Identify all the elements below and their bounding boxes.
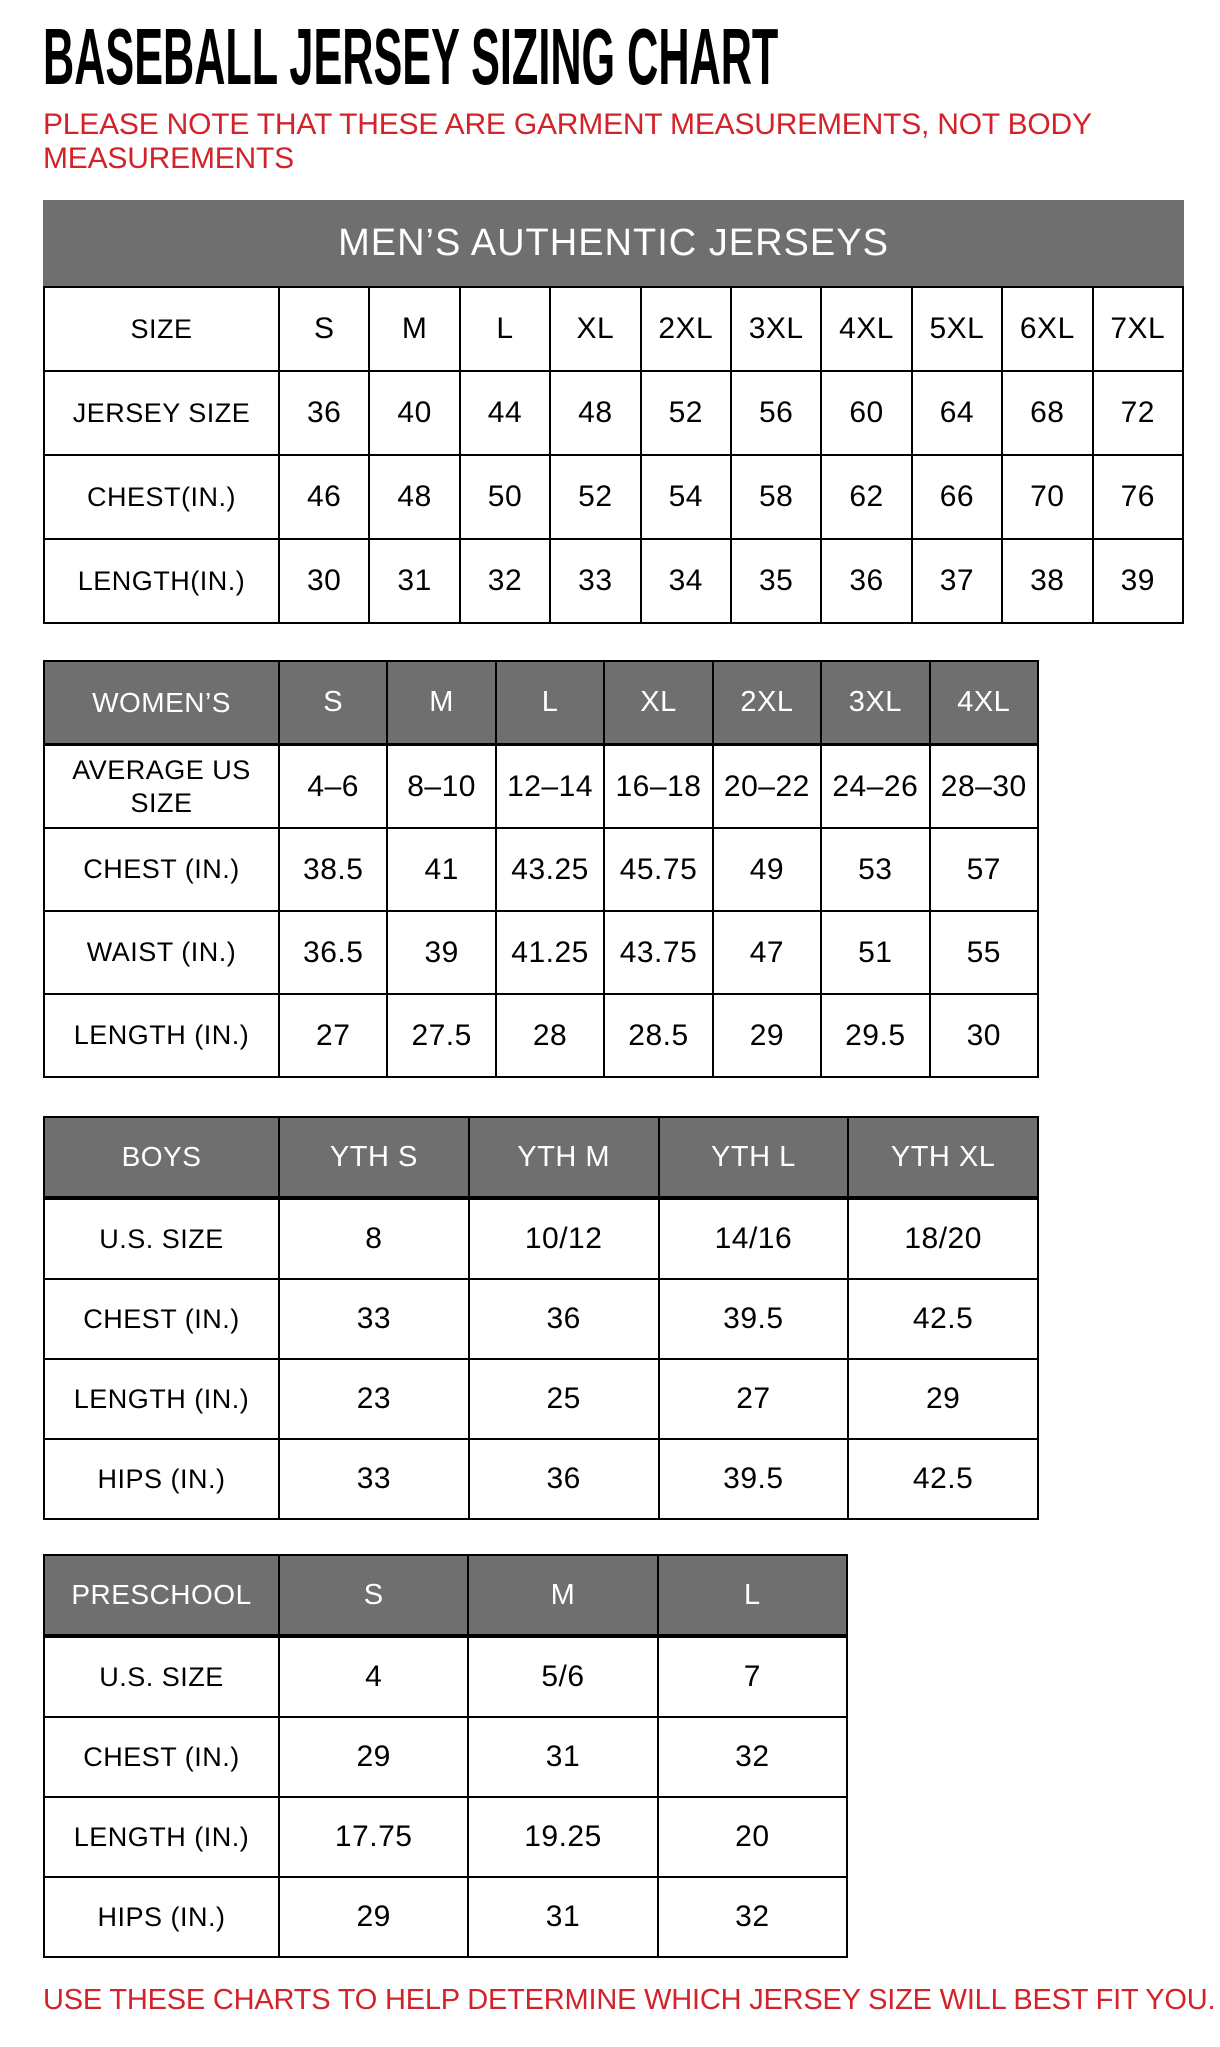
- table-cell: 25: [469, 1359, 659, 1439]
- table-cell: 36: [469, 1439, 659, 1519]
- table-cell: 4–6: [279, 745, 387, 829]
- table-cell: 39.5: [659, 1439, 849, 1519]
- table-cell: 57: [930, 828, 1038, 911]
- table-cell: 31: [468, 1717, 657, 1797]
- mens-table-body: [44, 287, 1183, 623]
- boys-table-body: [44, 1117, 1038, 1519]
- table-cell: 40: [369, 371, 459, 455]
- row-label: SIZE: [44, 287, 279, 371]
- table-cell: 38: [1002, 539, 1092, 623]
- table-cell: 8: [279, 1198, 469, 1279]
- table-cell: 70: [1002, 455, 1092, 539]
- table-cell: 17.75: [279, 1797, 468, 1877]
- table-cell: 54: [641, 455, 731, 539]
- table-row-us-size: [44, 1198, 1038, 1279]
- table-cell: 4XL: [821, 287, 911, 371]
- table-cell: 3XL: [731, 287, 821, 371]
- column-header: YTH M: [469, 1117, 659, 1198]
- column-header: L: [658, 1555, 847, 1636]
- table-cell: L: [460, 287, 550, 371]
- mens-banner: MEN’S AUTHENTIC JERSEYS: [43, 200, 1184, 286]
- table-row-size: [44, 287, 1183, 371]
- boys-section: [43, 1116, 1190, 1520]
- row-label: JERSEY SIZE: [44, 371, 279, 455]
- table-cell: 29: [713, 994, 821, 1077]
- row-label: CHEST (IN.): [44, 828, 279, 911]
- table-cell: 20–22: [713, 745, 821, 829]
- row-label: AVERAGE US SIZE: [44, 745, 279, 829]
- table-row-length: [44, 1797, 847, 1877]
- table-cell: 37: [912, 539, 1002, 623]
- table-cell: 29: [279, 1717, 468, 1797]
- table-cell: 49: [713, 828, 821, 911]
- table-cell: 39.5: [659, 1279, 849, 1359]
- garment-measurements-note: PLEASE NOTE THAT THESE ARE GARMENT MEASUREMENTS, NOT BODY MEASUREMENTS: [43, 108, 1092, 175]
- boys-table: [43, 1116, 1039, 1520]
- table-title-cell: WOMEN’S: [44, 661, 279, 745]
- table-cell: 39: [387, 911, 495, 994]
- table-cell: 6XL: [1002, 287, 1092, 371]
- table-cell: 36: [279, 371, 369, 455]
- table-cell: 19.25: [468, 1797, 657, 1877]
- table-cell: 48: [550, 371, 640, 455]
- table-row-length: [44, 1359, 1038, 1439]
- table-cell: 32: [658, 1717, 847, 1797]
- table-cell: 27: [279, 994, 387, 1077]
- table-cell: 16–18: [604, 745, 712, 829]
- table-cell: 42.5: [848, 1279, 1038, 1359]
- table-cell: 36: [821, 539, 911, 623]
- table-cell: 39: [1093, 539, 1183, 623]
- table-cell: 7: [658, 1636, 847, 1717]
- table-cell: 50: [460, 455, 550, 539]
- table-cell: 46: [279, 455, 369, 539]
- table-cell: 68: [1002, 371, 1092, 455]
- table-row-chest: [44, 1717, 847, 1797]
- table-cell: 27: [659, 1359, 849, 1439]
- column-header: M: [387, 661, 495, 745]
- table-row-average-us-size: [44, 745, 1038, 829]
- header-row: [44, 661, 1038, 745]
- column-header: 3XL: [821, 661, 929, 745]
- row-label: LENGTH (IN.): [44, 994, 279, 1077]
- row-label: U.S. SIZE: [44, 1198, 279, 1279]
- table-cell: 32: [658, 1877, 847, 1957]
- table-cell: 72: [1093, 371, 1183, 455]
- column-header: L: [496, 661, 604, 745]
- table-cell: 4: [279, 1636, 468, 1717]
- table-row-chest: [44, 828, 1038, 911]
- table-row-length: [44, 994, 1038, 1077]
- table-cell: 29: [848, 1359, 1038, 1439]
- table-cell: 30: [279, 539, 369, 623]
- table-row-chest: [44, 455, 1183, 539]
- table-cell: 27.5: [387, 994, 495, 1077]
- mens-table: [43, 286, 1184, 624]
- table-cell: 52: [550, 455, 640, 539]
- table-cell: S: [279, 287, 369, 371]
- column-header: YTH L: [659, 1117, 849, 1198]
- table-row-jersey-size: [44, 371, 1183, 455]
- table-cell: 56: [731, 371, 821, 455]
- table-cell: 10/12: [469, 1198, 659, 1279]
- table-cell: 24–26: [821, 745, 929, 829]
- row-label: CHEST (IN.): [44, 1279, 279, 1359]
- footer-note: USE THESE CHARTS TO HELP DETERMINE WHICH JERSEY SIZE WILL BEST FIT YOU.: [43, 1984, 1216, 2016]
- table-cell: 34: [641, 539, 731, 623]
- table-cell: 36: [469, 1279, 659, 1359]
- table-cell: 31: [468, 1877, 657, 1957]
- table-cell: 52: [641, 371, 731, 455]
- table-cell: 20: [658, 1797, 847, 1877]
- table-cell: 5XL: [912, 287, 1002, 371]
- table-cell: 33: [279, 1279, 469, 1359]
- table-cell: 38.5: [279, 828, 387, 911]
- table-cell: 29: [279, 1877, 468, 1957]
- preschool-table-body: [44, 1555, 847, 1957]
- header-row: [44, 1555, 847, 1636]
- table-title-cell: PRESCHOOL: [44, 1555, 279, 1636]
- table-cell: 76: [1093, 455, 1183, 539]
- table-cell: 44: [460, 371, 550, 455]
- table-cell: 60: [821, 371, 911, 455]
- table-cell: 12–14: [496, 745, 604, 829]
- table-cell: 47: [713, 911, 821, 994]
- table-cell: 51: [821, 911, 929, 994]
- table-cell: 33: [550, 539, 640, 623]
- page-title: BASEBALL JERSEY SIZING CHART: [43, 12, 779, 101]
- row-label: LENGTH (IN.): [44, 1359, 279, 1439]
- row-label: LENGTH (IN.): [44, 1797, 279, 1877]
- column-header: XL: [604, 661, 712, 745]
- column-header: 2XL: [713, 661, 821, 745]
- preschool-section: [43, 1554, 1190, 1958]
- table-cell: 8–10: [387, 745, 495, 829]
- table-row-waist: [44, 911, 1038, 994]
- table-cell: 28: [496, 994, 604, 1077]
- table-cell: 48: [369, 455, 459, 539]
- table-cell: 5/6: [468, 1636, 657, 1717]
- column-header: S: [279, 1555, 468, 1636]
- row-label: HIPS (IN.): [44, 1439, 279, 1519]
- table-row-hips: [44, 1439, 1038, 1519]
- table-cell: 64: [912, 371, 1002, 455]
- column-header: YTH S: [279, 1117, 469, 1198]
- table-row-length: [44, 539, 1183, 623]
- row-label: CHEST (IN.): [44, 1717, 279, 1797]
- column-header: S: [279, 661, 387, 745]
- table-cell: 55: [930, 911, 1038, 994]
- table-cell: 35: [731, 539, 821, 623]
- table-cell: 41.25: [496, 911, 604, 994]
- table-cell: 43.25: [496, 828, 604, 911]
- table-cell: 36.5: [279, 911, 387, 994]
- table-cell: 18/20: [848, 1198, 1038, 1279]
- table-cell: 28.5: [604, 994, 712, 1077]
- row-label: U.S. SIZE: [44, 1636, 279, 1717]
- column-header: M: [468, 1555, 657, 1636]
- table-cell: 43.75: [604, 911, 712, 994]
- table-cell: 2XL: [641, 287, 731, 371]
- table-cell: 31: [369, 539, 459, 623]
- table-row-chest: [44, 1279, 1038, 1359]
- womens-table: [43, 660, 1039, 1078]
- table-title-cell: BOYS: [44, 1117, 279, 1198]
- table-cell: XL: [550, 287, 640, 371]
- header-row: [44, 1117, 1038, 1198]
- table-cell: M: [369, 287, 459, 371]
- mens-section: [43, 200, 1190, 624]
- table-cell: 14/16: [659, 1198, 849, 1279]
- table-cell: 66: [912, 455, 1002, 539]
- table-row-hips: [44, 1877, 847, 1957]
- table-cell: 29.5: [821, 994, 929, 1077]
- table-cell: 32: [460, 539, 550, 623]
- row-label: LENGTH(IN.): [44, 539, 279, 623]
- row-label: WAIST (IN.): [44, 911, 279, 994]
- table-cell: 33: [279, 1439, 469, 1519]
- table-cell: 30: [930, 994, 1038, 1077]
- table-cell: 62: [821, 455, 911, 539]
- table-cell: 53: [821, 828, 929, 911]
- table-cell: 7XL: [1093, 287, 1183, 371]
- table-cell: 42.5: [848, 1439, 1038, 1519]
- row-label: HIPS (IN.): [44, 1877, 279, 1957]
- table-cell: 41: [387, 828, 495, 911]
- table-cell: 23: [279, 1359, 469, 1439]
- row-label: CHEST(IN.): [44, 455, 279, 539]
- preschool-table: [43, 1554, 848, 1958]
- table-row-us-size: [44, 1636, 847, 1717]
- table-cell: 28–30: [930, 745, 1038, 829]
- table-cell: 58: [731, 455, 821, 539]
- column-header: 4XL: [930, 661, 1038, 745]
- womens-table-body: [44, 661, 1038, 1077]
- table-cell: 45.75: [604, 828, 712, 911]
- womens-section: [43, 660, 1190, 1078]
- column-header: YTH XL: [848, 1117, 1038, 1198]
